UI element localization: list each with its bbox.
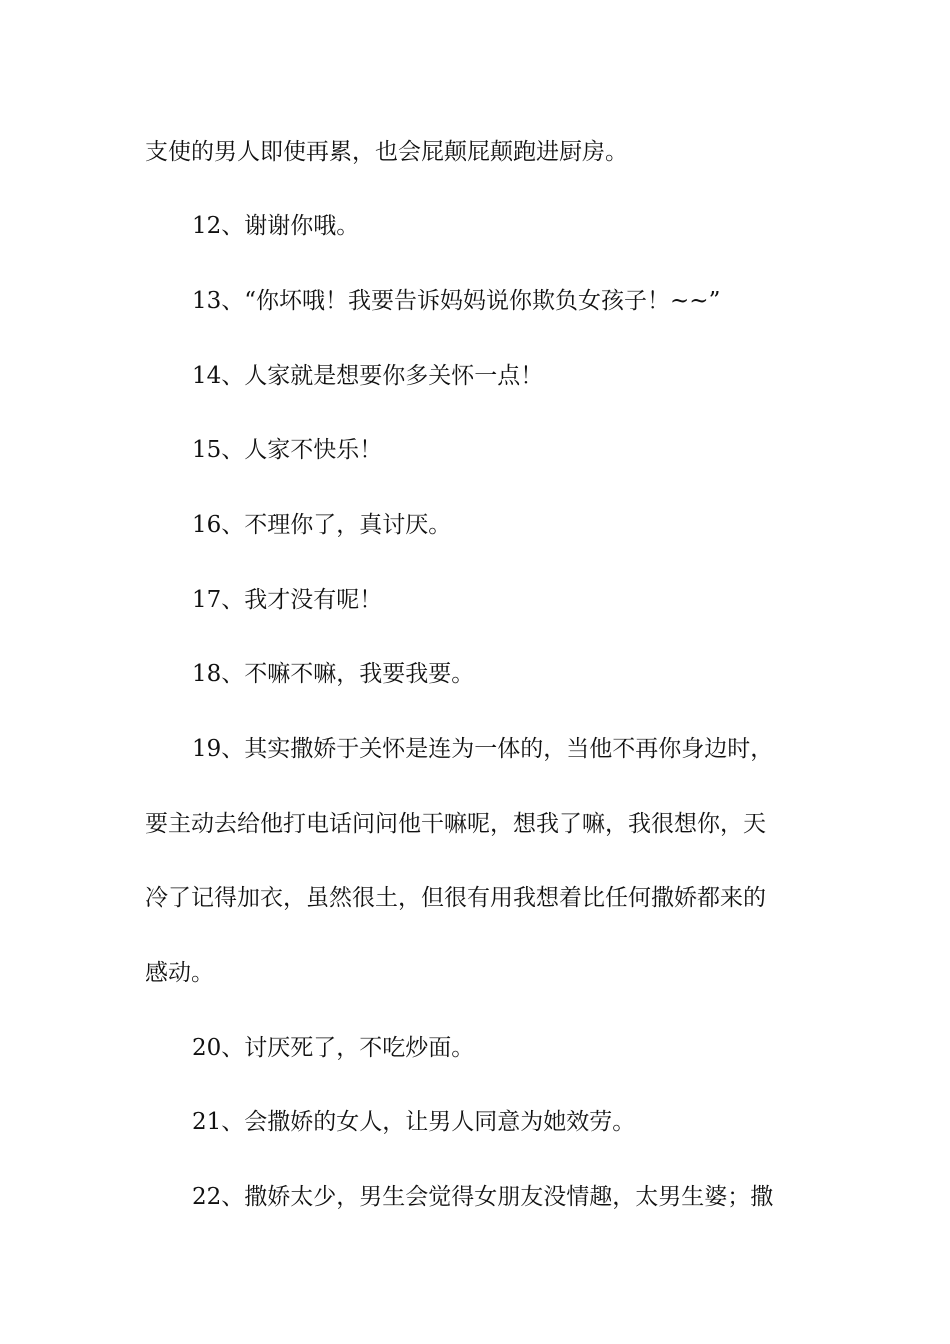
list-item-19: 19、其实撒娇于关怀是连为一体的，当他不再你身边时，	[192, 736, 774, 762]
list-item-21: 21、会撒娇的女人，让男人同意为她效劳。	[192, 1109, 636, 1135]
list-item-20: 20、讨厌死了，不吃炒面。	[192, 1035, 475, 1061]
list-item-14: 14、人家就是想要你多关怀一点！	[192, 363, 544, 389]
list-item-13: 13、“你坏哦！我要告诉妈妈说你欺负女孩子！~~”	[192, 288, 721, 314]
text-line: 冷了记得加衣，虽然很土，但很有用我想着比任何撒娇都来的	[145, 885, 766, 911]
list-item-22: 22、撒娇太少，男生会觉得女朋友没情趣，太男生婆；撒	[192, 1184, 774, 1210]
list-item-15: 15、人家不快乐！	[192, 437, 383, 463]
text-line: 要主动去给他打电话问问他干嘛呢，想我了嘛，我很想你，天	[145, 811, 766, 837]
text-line: 感动。	[145, 960, 214, 986]
list-item-17: 17、我才没有呢！	[192, 587, 383, 613]
list-item-18: 18、不嘛不嘛，我要我要。	[192, 661, 475, 687]
list-item-12: 12、谢谢你哦。	[192, 213, 360, 239]
text-line: 支使的男人即使再累，也会屁颠屁颠跑进厨房。	[145, 139, 628, 165]
list-item-16: 16、不理你了，真讨厌。	[192, 512, 452, 538]
